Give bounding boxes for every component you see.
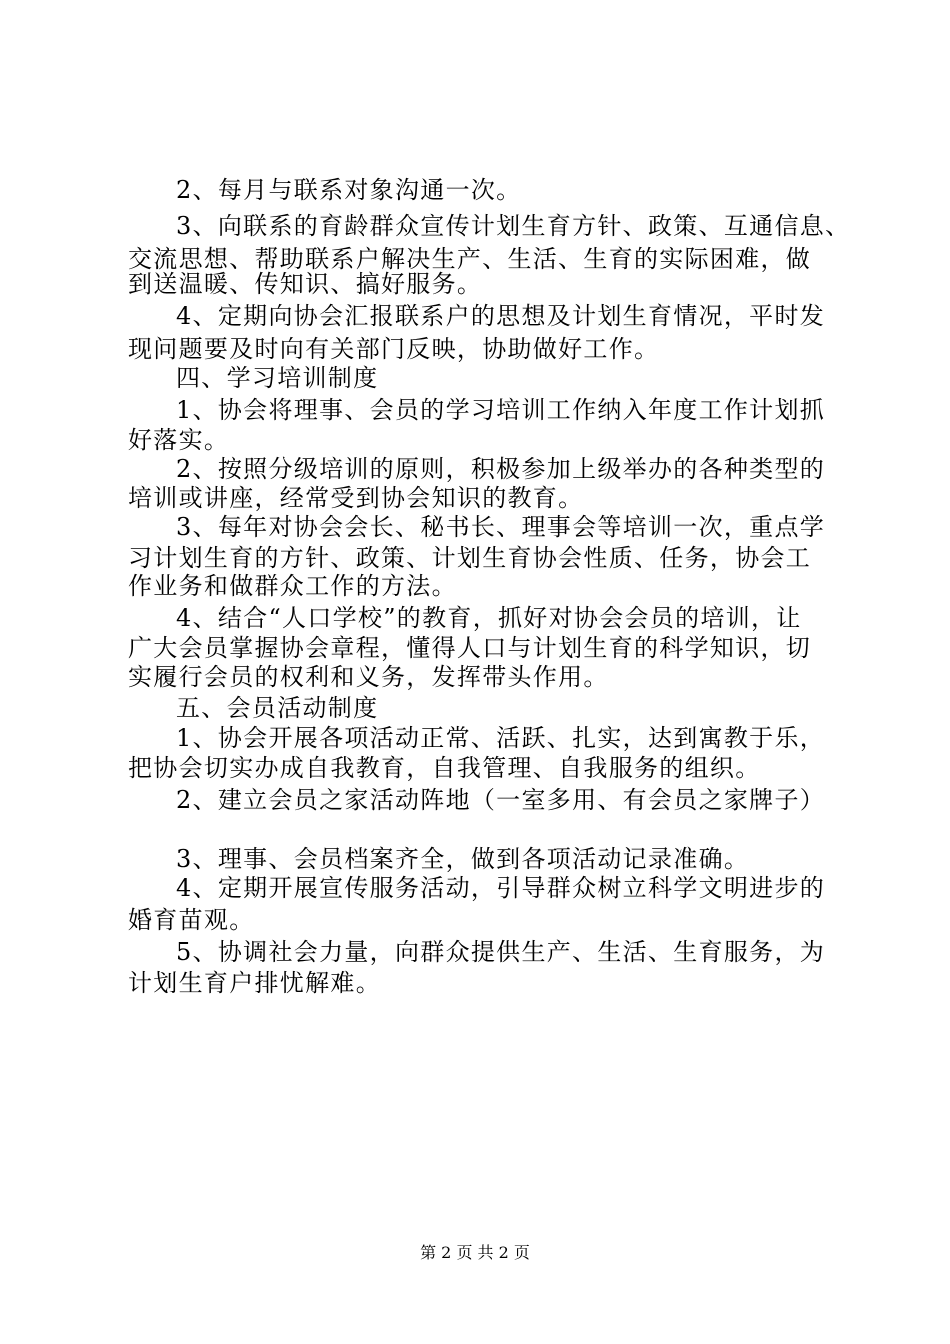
section-heading: 四、学习培训制度 [176, 364, 379, 392]
body-text-line: 3、每年对协会会长、秘书长、理事会等培训一次，重点学 [176, 513, 826, 541]
body-text-line: 2、按照分级培训的原则，积极参加上级举办的各种类型的 [176, 455, 826, 483]
body-text-line: 广大会员掌握协会章程，懂得人口与计划生育的科学知识，切 [128, 634, 812, 662]
body-text-line: 现问题要及时向有关部门反映，协助做好工作。 [128, 335, 660, 363]
body-text-line: 计划生育户排忧解难。 [128, 969, 381, 997]
body-text-line: 把协会切实办成自我教育，自我管理、自我服务的组织。 [128, 754, 761, 782]
section-heading: 五、会员活动制度 [176, 694, 379, 722]
body-text-line: 3、向联系的育龄群众宣传计划生育方针、政策、互通信息、 [176, 212, 851, 240]
body-text-line: 2、每月与联系对象沟通一次。 [176, 176, 522, 204]
body-text-line: 5、协调社会力量，向群众提供生产、生活、生育服务，为 [176, 938, 826, 966]
body-text-line: 到送温暖、传知识、搞好服务。 [128, 270, 483, 298]
body-text-line: 4、结合“人口学校”的教育，抓好对协会会员的培训，让 [176, 604, 802, 632]
body-text-line: 实履行会员的权利和义务，发挥带头作用。 [128, 663, 609, 691]
body-text-line: 婚育苗观。 [128, 906, 255, 934]
page-footer: 第 2 页 共 2 页 [420, 1243, 530, 1262]
body-text-line: 作业务和做群众工作的方法。 [128, 572, 457, 600]
body-text-line: 培训或讲座，经常受到协会知识的教育。 [128, 484, 584, 512]
body-text-line: 习计划生育的方针、政策、计划生育协会性质、任务，协会工 [128, 544, 812, 572]
body-text-line: 2、建立会员之家活动阵地（一室多用、有会员之家牌子） [176, 786, 826, 814]
body-text-line: 1、协会开展各项活动正常、活跃、扎实，达到寓教于乐， [176, 724, 826, 752]
body-text-line: 交流思想、帮助联系户解决生产、生活、生育的实际困难，做 [128, 245, 812, 273]
body-text-line: 4、定期向协会汇报联系户的思想及计划生育情况，平时发 [176, 302, 826, 330]
body-text-line: 1、协会将理事、会员的学习培训工作纳入年度工作计划抓 [176, 396, 826, 424]
body-text-line: 4、定期开展宣传服务活动，引导群众树立科学文明进步的 [176, 874, 826, 902]
body-text-line: 3、理事、会员档案齐全，做到各项活动记录准确。 [176, 845, 750, 873]
body-text-line: 好落实。 [128, 426, 230, 454]
